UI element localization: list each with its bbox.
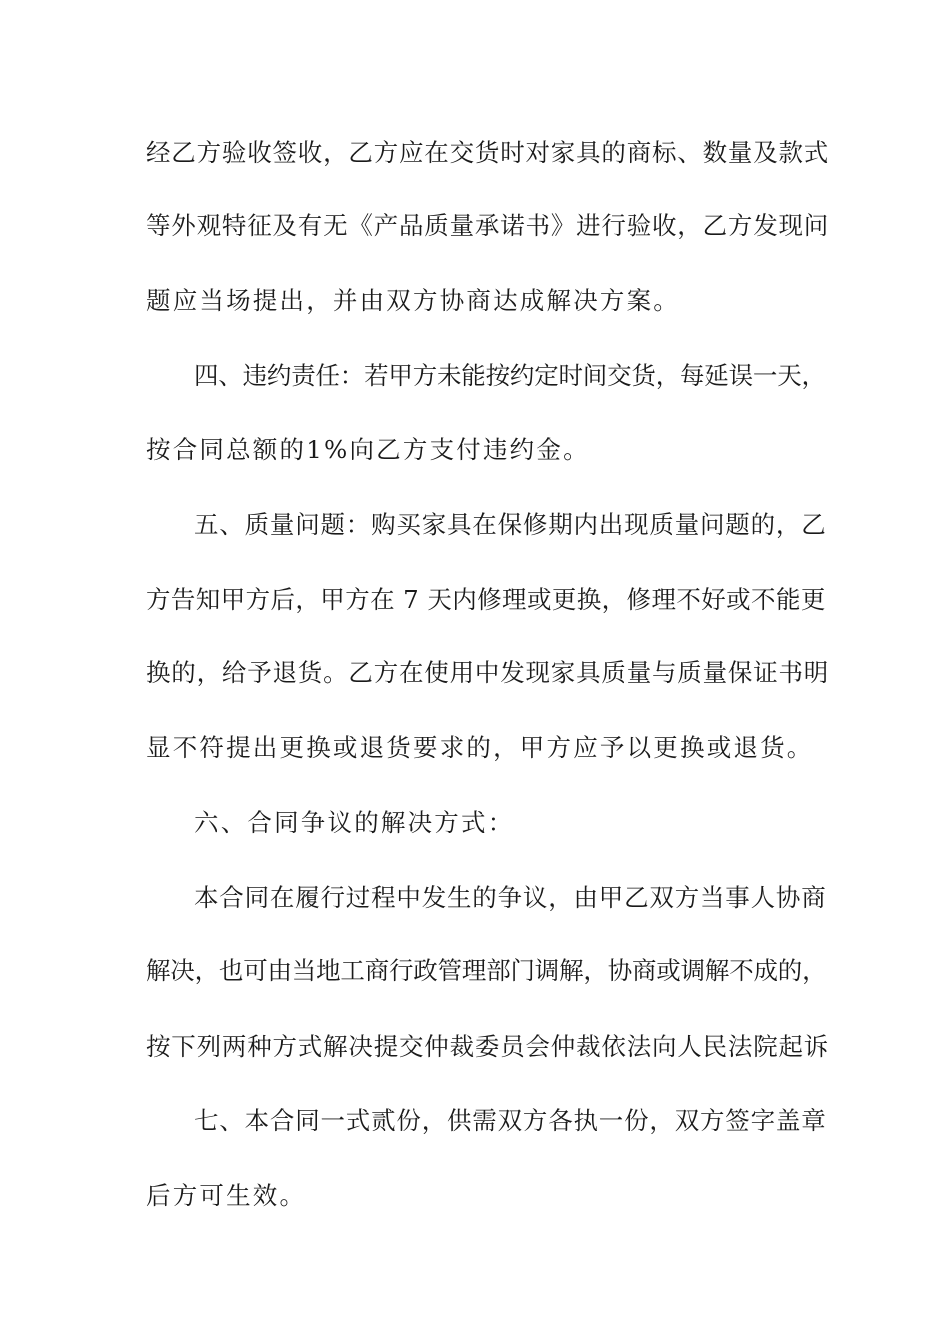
clause-5-heading-line: 五、质量问题：购买家具在保修期内出现质量问题的，乙 xyxy=(194,510,827,539)
clause-7-heading-line: 七、本合同一式贰份，供需双方各执一份，双方签字盖章 xyxy=(194,1106,827,1135)
text-line-13: 按下列两种方式解决提交仲裁委员会仲裁依法向人民法院起诉 xyxy=(146,1032,830,1061)
text-line-9: 显不符提出更换或退货要求的，甲方应予以更换或退货。 xyxy=(146,733,814,762)
clause-4-heading-line: 四、违约责任：若甲方未能按约定时间交货，每延误一天， xyxy=(194,361,826,390)
text-line-5: 按合同总额的1%向乙方支付违约金。 xyxy=(146,435,590,464)
clause-6-heading-line: 六、合同争议的解决方式： xyxy=(194,808,515,837)
text-line-8: 换的，给予退货。乙方在使用中发现家具质量与质量保证书明 xyxy=(146,658,830,687)
text-line-7: 方告知甲方后，甲方在 7 天内修理或更换，修理不好或不能更 xyxy=(146,585,826,614)
text-line-15: 后方可生效。 xyxy=(146,1181,307,1210)
text-line-2: 等外观特征及有无《产品质量承诺书》进行验收，乙方发现问 xyxy=(146,211,830,240)
text-line-1: 经乙方验收签收，乙方应在交货时对家具的商标、数量及款式 xyxy=(146,138,830,167)
text-line-11: 本合同在履行过程中发生的争议，由甲乙双方当事人协商 xyxy=(194,883,827,912)
text-line-12: 解决，也可由当地工商行政管理部门调解，协商或调解不成的， xyxy=(146,956,827,985)
text-line-3: 题应当场提出，并由双方协商达成解决方案。 xyxy=(146,286,680,315)
